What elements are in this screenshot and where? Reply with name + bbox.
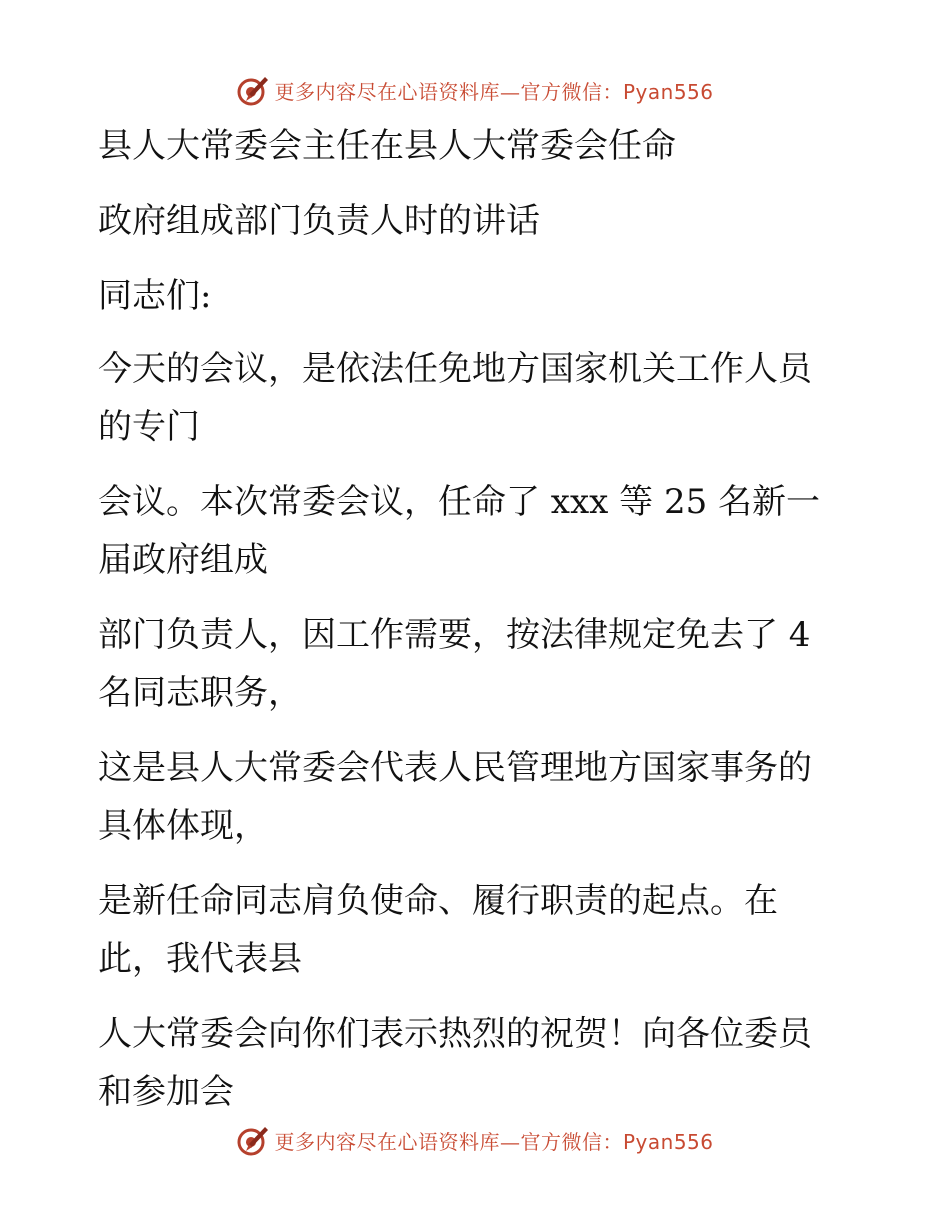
title-line-2: 政府组成部门负责人时的讲话 [98, 201, 540, 241]
title-line-1: 县人大常委会主任在县人大常委会任命 [98, 126, 676, 166]
paragraph-line: 名同志职务， [98, 673, 302, 713]
paragraph-line: 和参加会 [98, 1072, 234, 1112]
paragraph-line: 今天的会议，是依法任免地方国家机关工作人员 [98, 349, 812, 389]
paragraph-line: 的专门 [98, 407, 200, 447]
watermark-wechat-id: Pyan556 [622, 1129, 714, 1154]
header-watermark [0, 70, 950, 110]
watermark-wechat-label: 官方微信： [520, 1129, 623, 1154]
quill-pen-logo-icon [236, 73, 270, 107]
watermark-slogan: 更多内容尽在心语资料库 [274, 1129, 500, 1154]
paragraph-line: 人大常委会向你们表示热烈的祝贺！向各位委员 [98, 1014, 812, 1054]
watermark-text [274, 76, 713, 105]
paragraph-line: 届政府组成 [98, 540, 268, 580]
watermark-separator: — [499, 1129, 521, 1154]
quill-pen-logo-icon [236, 1123, 270, 1157]
paragraph-line: 这是县人大常委会代表人民管理地方国家事务的 [98, 748, 812, 788]
paragraph-line: 部门负责人，因工作需要，按法律规定免去了 4 [98, 615, 811, 655]
paragraph-line: 是新任命同志肩负使命、履行职责的起点。在 [98, 881, 778, 921]
watermark-separator: — [499, 79, 521, 104]
paragraph-line: 此，我代表县 [98, 939, 302, 979]
watermark-wechat-label: 官方微信： [520, 79, 623, 104]
salutation: 同志们: [98, 276, 212, 316]
footer-watermark [0, 1120, 950, 1160]
paragraph-line: 会议。本次常委会议，任命了 xxx 等 25 名新一 [98, 482, 821, 522]
watermark-wechat-id: Pyan556 [622, 79, 714, 104]
paragraph-line: 具体体现， [98, 806, 268, 846]
watermark-slogan: 更多内容尽在心语资料库 [274, 79, 500, 104]
watermark-text [274, 1126, 713, 1155]
